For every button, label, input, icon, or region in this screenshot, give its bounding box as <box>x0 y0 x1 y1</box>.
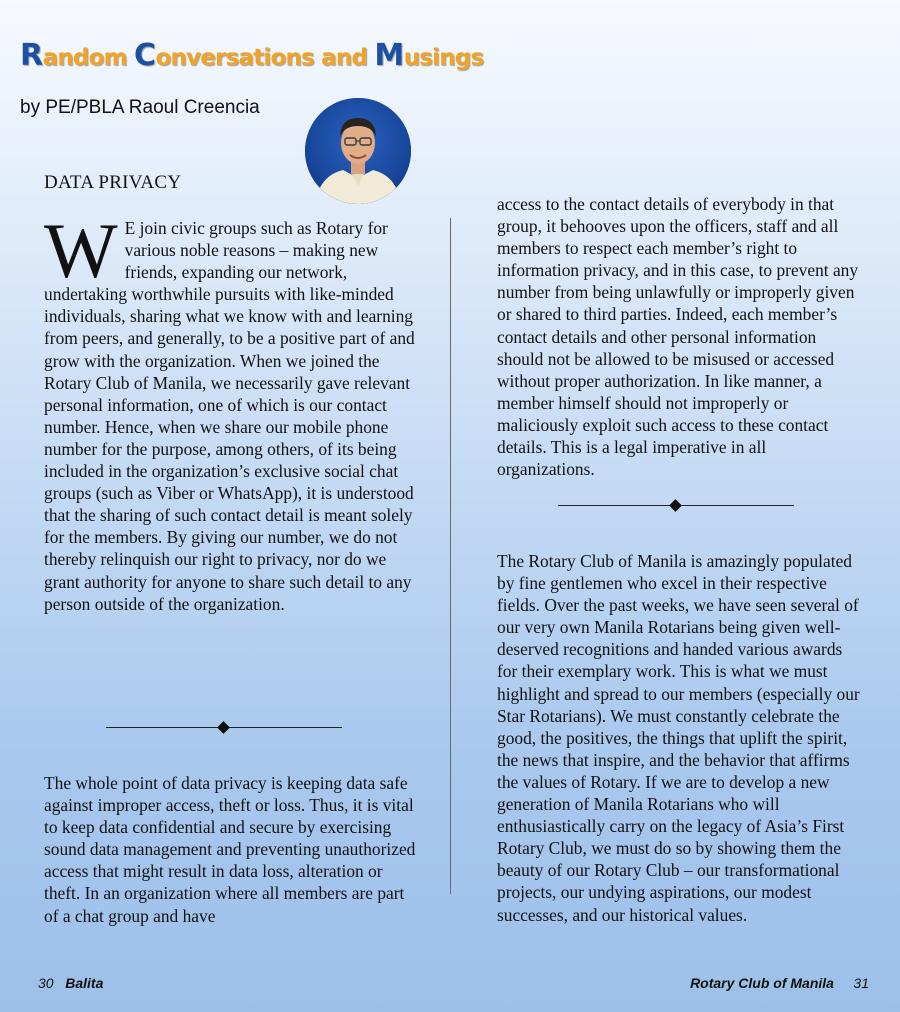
section-divider-ornament-2 <box>558 499 794 513</box>
right-column-lower <box>497 550 865 926</box>
article-section-title: DATA PRIVACY <box>44 172 182 193</box>
title-cap-1: R <box>20 38 43 73</box>
diamond-ornament-icon <box>217 721 230 734</box>
section-divider-ornament <box>106 721 342 735</box>
right-column <box>497 193 865 480</box>
author-byline: by PE/PBLA Raoul Creencia <box>20 97 260 118</box>
dropcap-letter: W <box>44 207 118 294</box>
paragraph-2-continued: access to the contact details of everybody in that group, it behooves upon the officers, staff and all members to respect each member’s right to information privacy, and in this case, to prevent any number from being unlawfully or improperly given or shared to third parties. Indeed, each member’s contact details and other personal information should not be allowed to be misused or accessed without proper authorization. In like manner, a member himself should not improperly or maliciously exploit such access to these contact details. This is a legal imperative in all organizations. <box>497 194 859 480</box>
divider-line-right <box>681 505 794 506</box>
divider-line-left <box>558 505 671 506</box>
paragraph-3: The Rotary Club of Manila is amazingly populated by fine gentlemen who excel in their respective fields. Over the past weeks, we have seen several of our very own Manila Rotarians being given well-deserved recognitions and handed various awards for their exemplary work. This is what we must highlight and spread to our members (especially our Star Rotarians). We must constantly celebrate the good, the positives, the things that uplift the spirit, the news that inspire, and the behavior that affirms the values of Rotary. If we are to develop a new generation of Manila Rotarians who will enthusiastically carry on the legacy of Asia’s First Rotary Club, we must do so by showing them the beauty of our Rotary Club – our transformational projects, our undying aspirations, our modest successes, and our historical values. <box>497 551 860 925</box>
author-portrait-image <box>305 98 411 204</box>
magazine-column-title <box>20 38 483 73</box>
footer-left <box>38 975 103 991</box>
divider-line-left <box>106 727 219 728</box>
diamond-ornament-icon <box>669 499 682 512</box>
title-word-3: usings <box>403 45 484 71</box>
paragraph-1-text: E join civic groups such as Rotary for various noble reasons – making new friends, expanding our network, undertaking worthwhile pursuits with like-minded individuals, sharing what we know with and learning from peers, and generally, to be a positive part of and grow with the organization. When we joined the Rotary Club of Manila, we necessarily gave relevant personal information, one of which is our contact number. Hence, when we share our mobile phone number for the purpose, among others, of its being included in the organization’s exclusive social chat groups (such as Viber or WhatsApp), it is understood that the sharing of such contact detail is meant solely for the members. By giving our number, we do not thereby relinquish our right to privacy, nor do we grant authority for anyone to share such detail to any person outside of the organization. <box>44 218 415 614</box>
title-word-1: andom <box>42 45 134 71</box>
club-name: Rotary Club of Manila <box>690 975 834 991</box>
page-number-right: 31 <box>853 975 869 991</box>
paragraph-2: The whole point of data privacy is keeping data safe against improper access, theft or loss. Thus, it is vital to keep data confidential and secure by exercising sound data management and preventing unauthorized access that might result in data loss, alteration or theft. In an organization where all members are part of a chat group and have <box>44 773 416 926</box>
page-number-left: 30 <box>38 975 54 991</box>
author-avatar <box>305 98 411 204</box>
title-cap-3: M <box>374 38 404 73</box>
left-column <box>44 207 416 615</box>
title-cap-2: C <box>133 38 156 73</box>
publication-name: Balita <box>65 975 104 991</box>
title-word-2: onversations and <box>155 45 375 71</box>
paragraph-1 <box>44 207 416 615</box>
footer-right <box>690 975 869 991</box>
divider-line-right <box>229 727 342 728</box>
left-column-lower <box>44 772 416 927</box>
column-divider-rule <box>450 218 451 894</box>
